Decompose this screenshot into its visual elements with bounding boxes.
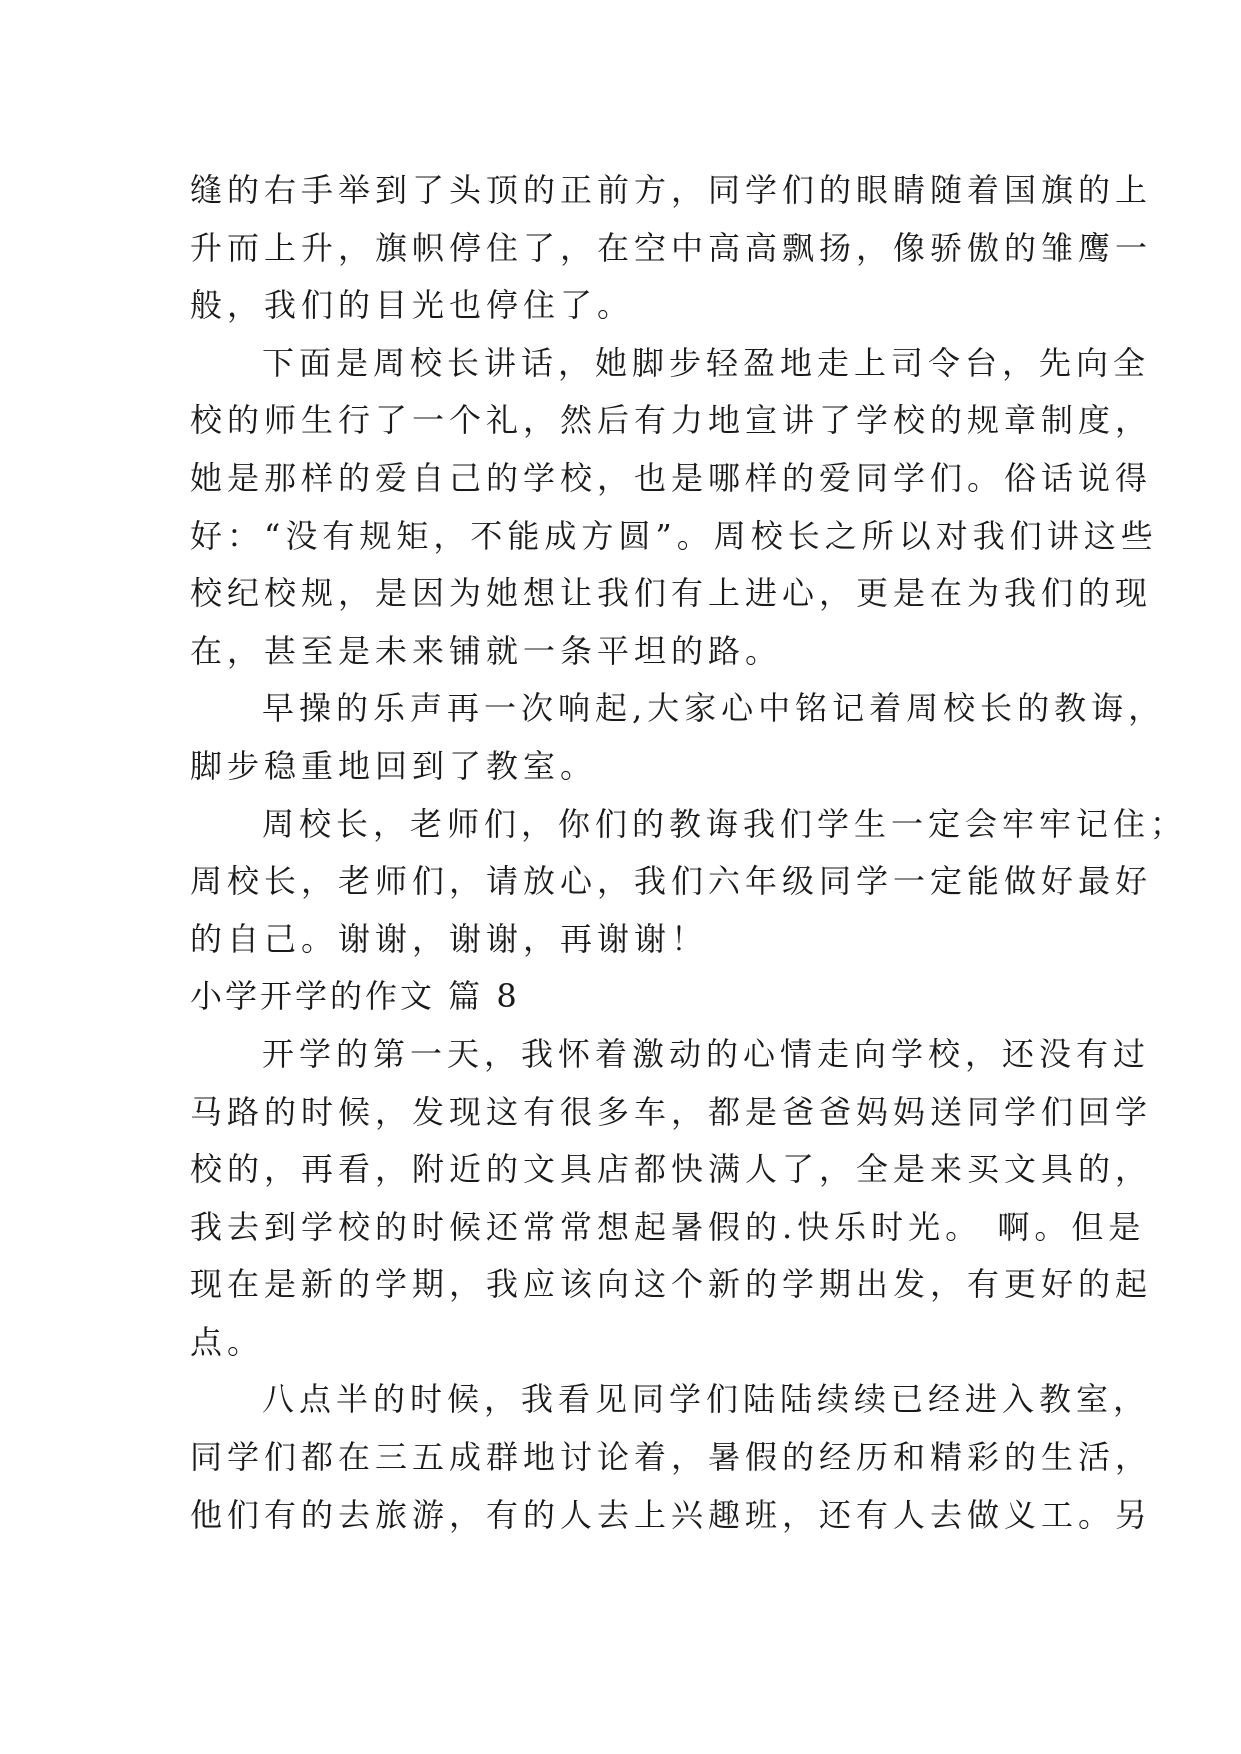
text-line: 周校长，老师们，请放心，我们六年级同学一定能做好最好 [190, 862, 1153, 901]
text-line: 她是那样的爱自己的学校，也是哪样的爱同学们。俗话说得 [190, 458, 1153, 497]
text-line: 我去到学校的时候还常常想起暑假的.快乐时光。 啊。但是 [190, 1207, 1146, 1246]
text-line: 点。 [190, 1322, 265, 1361]
text-line: 的自己。谢谢，谢谢，再谢谢！ [190, 919, 709, 958]
text-line: 在，甚至是未来铺就一条平坦的路。 [190, 631, 783, 670]
text-line: 同学们都在三五成群地讨论着，暑假的经历和精彩的生活， [190, 1438, 1153, 1477]
paragraph-first-line: 八点半的时候，我看见同学们陆陆续续已经进入教室， [262, 1380, 1151, 1419]
text-line: 现在是新的学期，我应该向这个新的学期出发，有更好的起 [190, 1265, 1153, 1304]
paragraph-first-line: 开学的第一天，我怀着激动的心情走向学校，还没有过 [262, 1034, 1151, 1073]
document-body [190, 162, 1188, 1544]
paragraph-first-line: 下面是周校长讲话，她脚步轻盈地走上司令台，先向全 [262, 343, 1151, 382]
text-line: 马路的时候，发现这有很多车，都是爸爸妈妈送同学们回学 [190, 1092, 1153, 1131]
text-line: 校纪校规，是因为她想让我们有上进心，更是在为我们的现 [190, 574, 1153, 613]
text-line: 他们有的去旅游，有的人去上兴趣班，还有人去做义工。另 [190, 1495, 1153, 1534]
section-heading: 小学开学的作文 篇 8 [190, 977, 520, 1016]
text-line: 缝的右手举到了头顶的正前方，同学们的眼睛随着国旗的上 [190, 171, 1153, 209]
text-line: 升而上升，旗帜停住了，在空中高高飘扬，像骄傲的雏鹰一 [190, 228, 1153, 267]
text-line: 般，我们的目光也停住了。 [190, 286, 635, 325]
text-line: 校的，再看，附近的文具店都快满人了，全是来买文具的， [190, 1150, 1153, 1189]
paragraph-first-line: 早操的乐声再一次响起,大家心中铭记着周校长的教诲， [262, 689, 1166, 728]
paragraph-first-line: 周校长，老师们，你们的教诲我们学生一定会牢牢记住； [262, 804, 1188, 843]
text-line: 校的师生行了一个礼，然后有力地宣讲了学校的规章制度， [190, 401, 1153, 440]
text-line: 好：“没有规矩，不能成方圆”。周校长之所以对我们讲这些 [190, 516, 1158, 555]
text-line: 脚步稳重地回到了教室。 [190, 746, 598, 785]
